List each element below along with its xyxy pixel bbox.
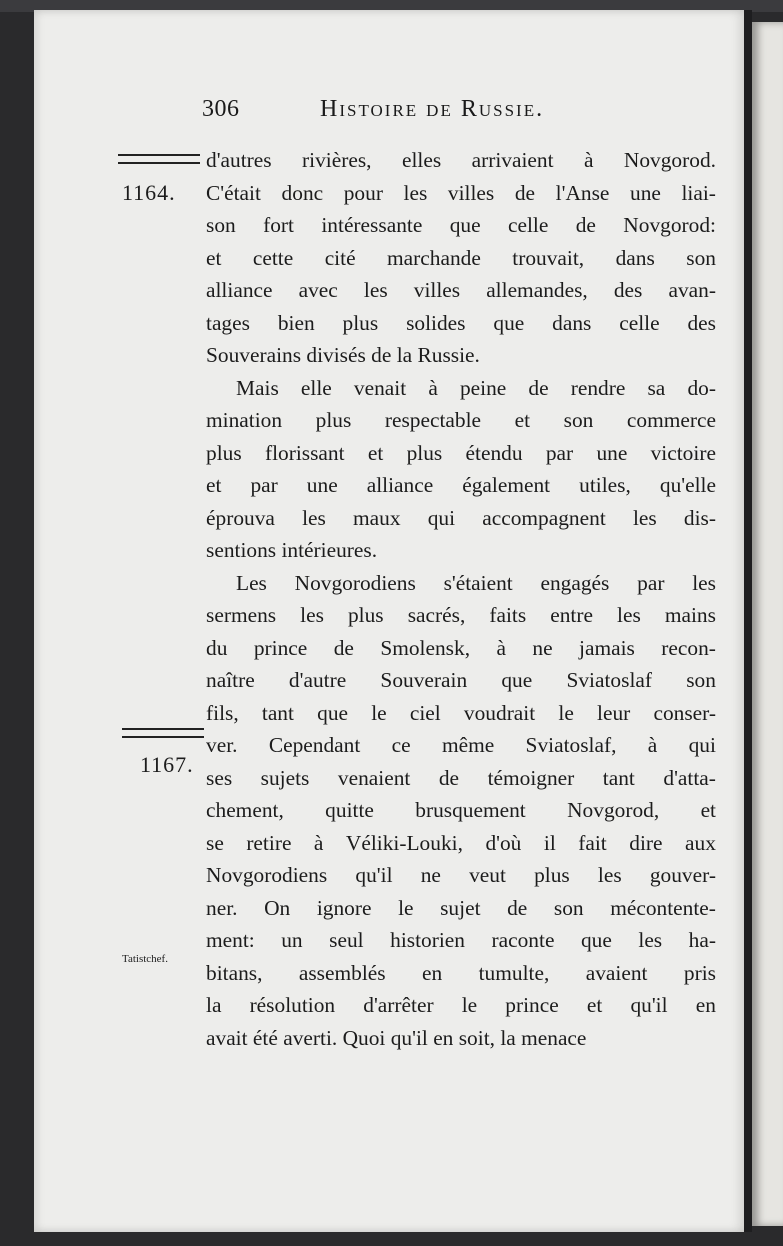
margin-rule bbox=[118, 154, 200, 164]
text-line: Novgorodiens qu'il ne veut plus les gouver- bbox=[206, 863, 716, 887]
text-line: chement, quitte brusquement Novgorod, et bbox=[206, 798, 716, 822]
text-line: et par une alliance également utiles, qu'elle bbox=[206, 473, 716, 497]
text-line: Souverains divisés de la Russie. bbox=[206, 343, 480, 367]
text-line: la résolution d'arrêter le prince et qu'il en bbox=[206, 993, 716, 1017]
text-line: alliance avec les villes allemandes, des avan- bbox=[206, 278, 716, 302]
text-line: Mais elle venait à peine de rendre sa do- bbox=[236, 375, 716, 400]
text-line: C'était donc pour les villes de l'Anse une liai- bbox=[206, 180, 716, 205]
margin-source-note: Tatistchef. bbox=[122, 953, 168, 965]
margin-year-1167: 1167. bbox=[140, 752, 194, 777]
text-line: éprouva les maux qui accompagnent les dis- bbox=[206, 505, 716, 530]
text-line: bitans, assemblés en tumulte, avaient pris bbox=[206, 960, 716, 985]
text-line: sermens les plus sacrés, faits entre les mains bbox=[206, 603, 716, 627]
text-line: Les Novgorodiens s'étaient engagés par les bbox=[236, 570, 716, 595]
text-line: ner. On ignore le sujet de son mécontente- bbox=[206, 895, 716, 920]
text-line: et cette cité marchande trouvait, dans son bbox=[206, 245, 716, 270]
text-line: ment: un seul historien raconte que les ha- bbox=[206, 928, 716, 952]
running-title: Histoire de Russie. bbox=[320, 96, 545, 122]
body-text bbox=[206, 144, 716, 1054]
text-line: avait été averti. Quoi qu'il en soit, la menace bbox=[206, 1025, 587, 1050]
text-line: sentions intérieures. bbox=[206, 538, 378, 562]
margin-rule bbox=[122, 728, 204, 738]
text-line: d'autres rivières, elles arrivaient à Novgorod. bbox=[206, 148, 716, 172]
running-head bbox=[202, 96, 622, 123]
text-line: ver. Cependant ce même Sviatoslaf, à qui bbox=[206, 733, 716, 757]
text-line: mination plus respectable et son commerce bbox=[206, 408, 716, 432]
text-line: son fort intéressante que celle de Novgorod: bbox=[206, 213, 716, 237]
margin-year-1164: 1164. bbox=[122, 180, 176, 205]
book-gutter bbox=[744, 10, 752, 1232]
text-line: naître d'autre Souverain que Sviatoslaf son bbox=[206, 668, 716, 692]
text-line: se retire à Véliki-Louki, d'où il fait dire aux bbox=[206, 830, 716, 855]
text-line: fils, tant que le ciel voudrait le leur conser- bbox=[206, 700, 716, 725]
page-number: 306 bbox=[202, 96, 240, 122]
text-line: tages bien plus solides que dans celle des bbox=[206, 310, 716, 335]
next-page-edge bbox=[752, 22, 783, 1226]
text-line: plus florissant et plus étendu par une victoire bbox=[206, 440, 716, 465]
text-line: du prince de Smolensk, à ne jamais recon- bbox=[206, 635, 716, 660]
text-line: ses sujets venaient de témoigner tant d'atta- bbox=[206, 765, 716, 790]
